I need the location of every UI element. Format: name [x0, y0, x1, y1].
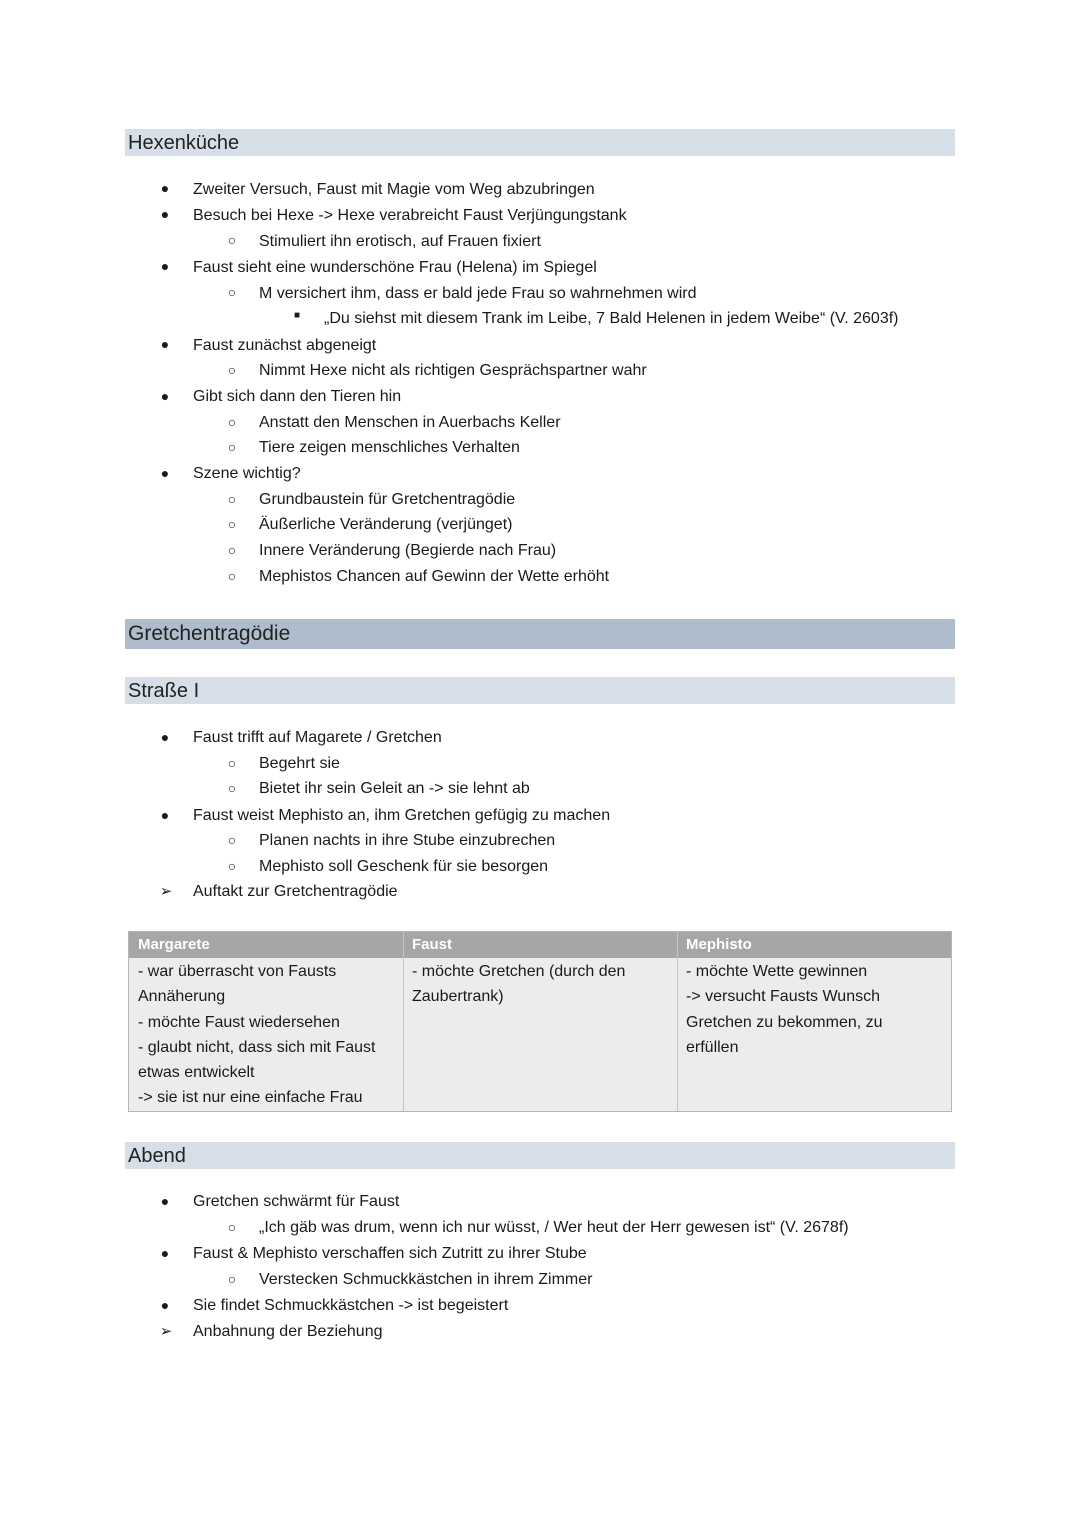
table-header-mephisto: Mephisto [686, 936, 752, 953]
bullet-icon: ● [160, 465, 170, 481]
circle-bullet-icon: ○ [227, 491, 237, 507]
list-item: Sie findet Schmuckkästchen -> ist begeistert [193, 1297, 509, 1314]
list-item: Verstecken Schmuckkästchen in ihrem Zimmer [259, 1271, 593, 1288]
table-cell-mephisto: - möchte Wette gewinnen -> versucht Fausts Wunsch Gretchen zu bekommen, zu erfüllen [686, 963, 883, 1056]
list-item: Zweiter Versuch, Faust mit Magie vom Weg abzubringen [193, 181, 595, 198]
list-item: Mephisto soll Geschenk für sie besorgen [259, 858, 549, 875]
circle-bullet-icon: ○ [227, 1271, 237, 1287]
section-heading-strasse: Straße I [125, 677, 955, 704]
circle-bullet-icon: ○ [227, 516, 237, 532]
circle-bullet-icon: ○ [227, 439, 237, 455]
circle-bullet-icon: ○ [227, 1219, 237, 1235]
conclusion-item: Anbahnung der Beziehung [193, 1323, 383, 1340]
quote-item: „Du siehst mit diesem Trank im Leibe, 7 Bald Helenen in jedem Weibe“ (V. 2603f) [324, 310, 899, 327]
list-item: Stimuliert ihn erotisch, auf Frauen fixiert [259, 233, 541, 250]
circle-bullet-icon: ○ [227, 542, 237, 558]
list-item: Planen nachts in ihre Stube einzubrechen [259, 832, 556, 849]
bullet-icon: ● [160, 1297, 170, 1313]
quote-item: „Ich gäb was drum, wenn ich nur wüsst, / Wer heut der Herr gewesen ist“ (V. 2678f) [259, 1219, 849, 1236]
list-item: Mephistos Chancen auf Gewinn der Wette erhöht [259, 568, 610, 585]
list-item: Gibt sich dann den Tieren hin [193, 388, 402, 405]
arrow-bullet-icon: ➢ [159, 883, 173, 900]
bullet-icon: ● [160, 1245, 170, 1261]
section-heading-gretchentragoedie: Gretchentragödie [125, 619, 955, 649]
arrow-bullet-icon: ➢ [159, 1323, 173, 1340]
circle-bullet-icon: ○ [227, 832, 237, 848]
square-bullet-icon: ■ [293, 310, 301, 321]
circle-bullet-icon: ○ [227, 414, 237, 430]
list-item: Gretchen schwärmt für Faust [193, 1193, 400, 1210]
list-item: Bietet ihr sein Geleit an -> sie lehnt ab [259, 780, 530, 797]
circle-bullet-icon: ○ [227, 232, 237, 248]
list-item: Szene wichtig? [193, 465, 301, 482]
list-item: Nimmt Hexe nicht als richtigen Gesprächspartner wahr [259, 362, 647, 379]
table-header-row [129, 932, 951, 958]
list-item: Faust sieht eine wunderschöne Frau (Helena) im Spiegel [193, 259, 597, 276]
list-item: Faust trifft auf Magarete / Gretchen [193, 729, 442, 746]
bullet-icon: ● [160, 807, 170, 823]
circle-bullet-icon: ○ [227, 568, 237, 584]
circle-bullet-icon: ○ [227, 755, 237, 771]
circle-bullet-icon: ○ [227, 362, 237, 378]
section-heading-hexenkueche: Hexenküche [125, 129, 955, 156]
circle-bullet-icon: ○ [227, 780, 237, 796]
list-item: Besuch bei Hexe -> Hexe verabreicht Faust Verjüngungstank [193, 207, 627, 224]
list-item: Tiere zeigen menschliches Verhalten [259, 439, 520, 456]
list-item: Anstatt den Menschen in Auerbachs Keller [259, 414, 561, 431]
circle-bullet-icon: ○ [227, 284, 237, 300]
table-header-margarete: Margarete [138, 936, 210, 953]
table-cell-faust: - möchte Gretchen (durch den Zaubertrank) [412, 963, 626, 1006]
section-heading-abend: Abend [125, 1142, 955, 1169]
table-cell-margarete: - war überrascht von Fausts Annäherung - möchte Faust wiedersehen - glaubt nicht, dass sich mit Faust etwas entwickelt -> sie ist nur eine einfache Frau [138, 963, 376, 1107]
bullet-icon: ● [160, 206, 170, 222]
list-item: Faust zunächst abgeneigt [193, 337, 377, 354]
list-item: Faust & Mephisto verschaffen sich Zutritt zu ihrer Stube [193, 1245, 587, 1262]
bullet-icon: ● [160, 388, 170, 404]
list-item: Äußerliche Veränderung (verjünget) [259, 516, 513, 533]
list-item: Innere Veränderung (Begierde nach Frau) [259, 542, 557, 559]
table-header-faust: Faust [412, 936, 453, 953]
bullet-icon: ● [160, 180, 170, 196]
list-item: M versichert ihm, dass er bald jede Frau so wahrnehmen wird [259, 285, 697, 302]
conclusion-item: Auftakt zur Gretchentragödie [193, 883, 398, 900]
bullet-icon: ● [160, 258, 170, 274]
list-item: Faust weist Mephisto an, ihm Gretchen gefügig zu machen [193, 807, 611, 824]
list-item: Begehrt sie [259, 755, 340, 772]
bullet-icon: ● [160, 729, 170, 745]
bullet-icon: ● [160, 1193, 170, 1209]
bullet-icon: ● [160, 336, 170, 352]
character-table [128, 931, 952, 1112]
circle-bullet-icon: ○ [227, 858, 237, 874]
list-item: Grundbaustein für Gretchentragödie [259, 491, 516, 508]
